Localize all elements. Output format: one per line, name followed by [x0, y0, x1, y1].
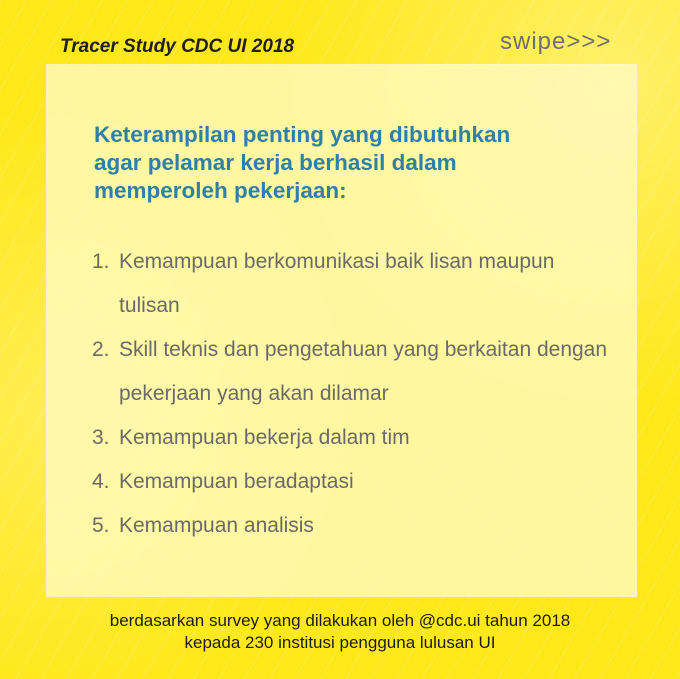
list-number: 5.: [92, 514, 110, 537]
list-item: [92, 416, 612, 460]
list-number: 4.: [92, 470, 110, 493]
list-item: [92, 504, 612, 548]
list-number: 2.: [92, 338, 110, 361]
heading-line: agar pelamar kerja berhasil dalam: [94, 150, 457, 175]
heading-line: Keterampilan penting yang dibutuhkan: [94, 122, 511, 147]
list-text: Skill teknis dan pengetahuan yang berkaitan dengan pekerjaan yang akan dilamar: [119, 338, 608, 405]
card-heading: [94, 121, 594, 205]
list-text: Kemampuan berkomunikasi baik lisan maupun tulisan: [119, 250, 555, 317]
footer-note: [0, 610, 680, 654]
list-number: 1.: [92, 250, 110, 273]
list-item: [92, 460, 612, 504]
list-text: Kemampuan beradaptasi: [119, 470, 354, 493]
list-item: [92, 328, 612, 416]
list-number: 3.: [92, 426, 110, 449]
header-title: Tracer Study CDC UI 2018: [60, 36, 295, 57]
skills-list: [92, 240, 612, 548]
swipe-hint: swipe>>>: [500, 28, 612, 55]
heading-line: memperoleh pekerjaan:: [94, 178, 347, 203]
footer-line: kepada 230 institusi pengguna lulusan UI: [184, 633, 496, 652]
list-text: Kemampuan analisis: [119, 514, 314, 537]
list-item: [92, 240, 612, 328]
footer-line: berdasarkan survey yang dilakukan oleh @cdc.ui tahun 2018: [109, 611, 571, 630]
list-text: Kemampuan bekerja dalam tim: [119, 426, 410, 449]
